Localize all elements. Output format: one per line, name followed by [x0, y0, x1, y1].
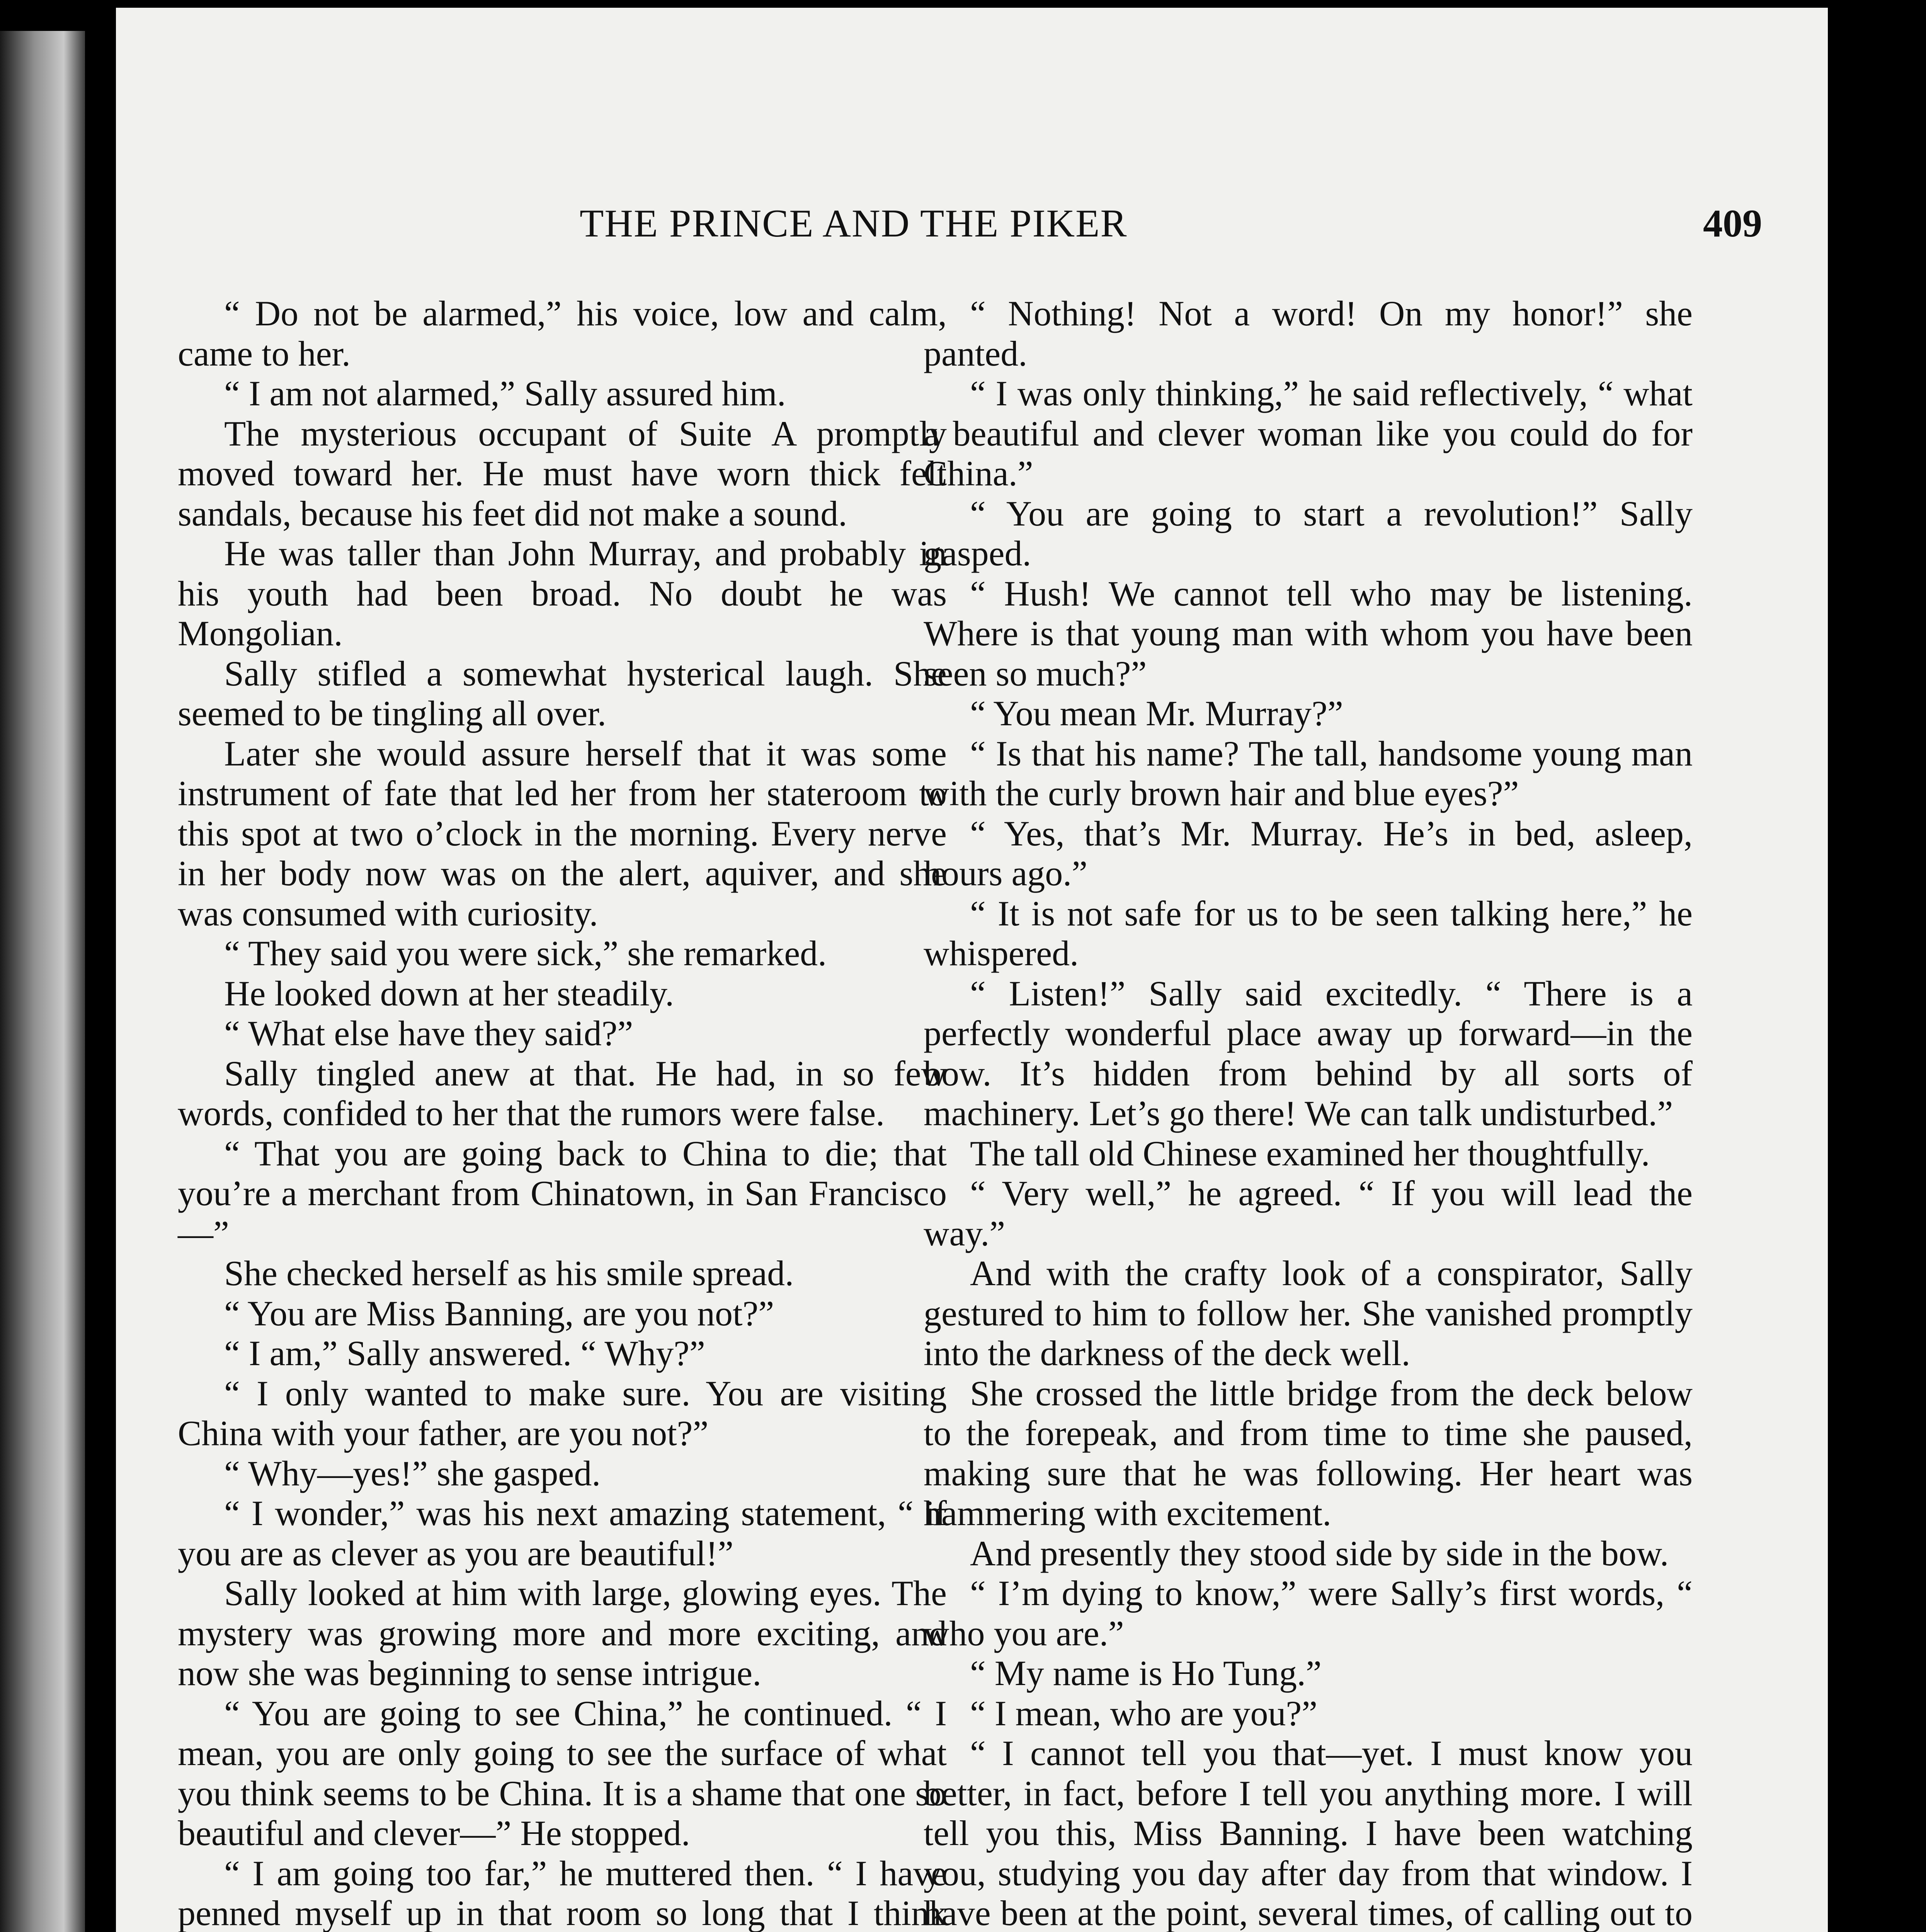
paragraph: The mysterious occupant of Suite A promptly moved toward her. He must have worn thick felt sandals, because his feet did not make a sound. — [178, 413, 947, 533]
running-title: THE PRINCE AND THE PIKER — [580, 202, 1128, 245]
paragraph: Sally tingled anew at that. He had, in so few words, confided to her that the rumors were false. — [178, 1053, 947, 1133]
paragraph: “ I wonder,” was his next amazing statement, “ if you are as clever as you are beautiful!” — [178, 1493, 947, 1573]
paragraph: “ Why—yes!” she gasped. — [224, 1453, 601, 1493]
paragraph: The tall old Chinese examined her thoughtfully. — [970, 1133, 1650, 1173]
paragraph: “ Listen!” Sally said excitedly. “ There is a perfectly wonderful place away up forward—in the bow. It’s hidden from behind by all sorts of machinery. Let’s go there! We can talk undisturbed.” — [924, 973, 1693, 1133]
paragraph: “ Very well,” he agreed. “ If you will lead the way.” — [924, 1173, 1693, 1253]
paragraph: “ You are going to start a revolution!” Sally gasped. — [924, 493, 1693, 573]
paragraph: “ I cannot tell you that—yet. I must know you better, in fact, before I tell you anything more. I will tell you this, Miss Banning. I have been watching you, studying you day after day from that window. I have been at the point, several times, of calling out to — [924, 1733, 1693, 1932]
paragraph: She checked herself as his smile spread. — [224, 1253, 794, 1293]
paragraph: “ It is not safe for us to be seen talking here,” he whispered. — [924, 893, 1693, 973]
paragraph: “ I only wanted to make sure. You are visiting China with your father, are you not?” — [178, 1373, 947, 1453]
paragraph: She crossed the little bridge from the deck below to the forepeak, and from time to time she paused, making sure that he was following. Her heart was hammering with excitement. — [924, 1373, 1693, 1533]
book-page — [116, 8, 1828, 1932]
paragraph: “ You are Miss Banning, are you not?” — [224, 1293, 774, 1333]
paragraph: “ That you are going back to China to die; that you’re a merchant from Chinatown, in San Francisco—” — [178, 1133, 947, 1253]
paragraph: “ You mean Mr. Murray?” — [970, 694, 1343, 733]
page-number: 409 — [1703, 202, 1762, 245]
paragraph: Later she would assure herself that it was some instrument of fate that led her from her stateroom to this spot at two o’clock in the morning. Every nerve in her body now was on the alert, aquiver, and she was consumed with curiosity. — [178, 733, 947, 933]
running-header — [580, 201, 1762, 255]
paragraph: “ Hush! We cannot tell who may be listening. Where is that young man with whom you have been seen so much?” — [924, 573, 1693, 693]
paragraph: “ What else have they said?” — [224, 1014, 633, 1053]
paragraph: “ They said you were sick,” she remarked. — [224, 934, 827, 973]
paragraph: “ You are going to see China,” he continued. “ I mean, you are only going to see the surface of what you think seems to be China. It is a shame that one so beautiful and clever—” He stopped. — [178, 1693, 947, 1853]
paragraph: Sally looked at him with large, glowing eyes. The mystery was growing more and more exciting, and now she was beginning to sense intrigue. — [178, 1573, 947, 1693]
paragraph: He looked down at her steadily. — [224, 973, 674, 1013]
paragraph: And presently they stood side by side in the bow. — [970, 1533, 1669, 1573]
paragraph: “ I am going too far,” he muttered then. “ I have penned myself up in that room so long that I think — [178, 1853, 947, 1932]
adjacent-page-edge — [0, 31, 85, 1932]
paragraph: “ Do not be alarmed,” his voice, low and calm, came to her. — [178, 294, 947, 373]
paragraph: And with the crafty look of a conspirator, Sally gestured to him to follow her. She vanished promptly into the darkness of the deck well. — [924, 1253, 1693, 1373]
paragraph: “ Yes, that’s Mr. Murray. He’s in bed, asleep, hours ago.” — [924, 813, 1693, 893]
paragraph: “ I am not alarmed,” Sally assured him. — [224, 374, 786, 413]
paragraph: “ I am,” Sally answered. “ Why?” — [224, 1333, 705, 1373]
paragraph: He was taller than John Murray, and probably in his youth had been broad. No doubt he was Mongolian. — [178, 534, 947, 653]
paragraph: “ My name is Ho Tung.” — [970, 1653, 1322, 1693]
paragraph: “ Nothing! Not a word! On my honor!” she panted. — [924, 294, 1693, 373]
paragraph: “ I’m dying to know,” were Sally’s first words, “ who you are.” — [924, 1573, 1693, 1653]
left-column — [178, 294, 947, 1932]
paragraph: Sally stifled a somewhat hysterical laugh. She seemed to be tingling all over. — [178, 653, 947, 733]
paragraph: “ I was only thinking,” he said reflectively, “ what a beautiful and clever woman like you could do for China.” — [924, 374, 1693, 493]
paragraph: “ Is that his name? The tall, handsome young man with the curly brown hair and blue eyes?” — [924, 733, 1693, 813]
right-column — [924, 294, 1693, 1932]
paragraph: “ I mean, who are you?” — [970, 1693, 1318, 1733]
